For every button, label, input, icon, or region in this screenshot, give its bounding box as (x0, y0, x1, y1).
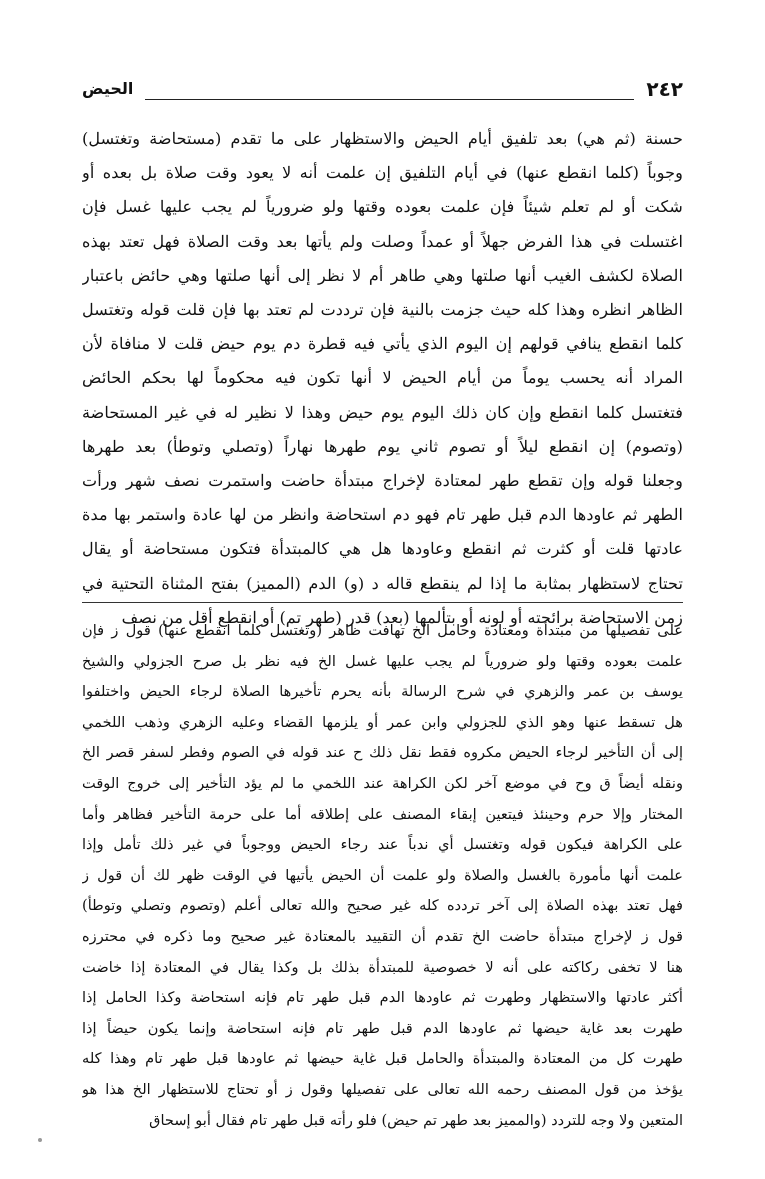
footnote-line: على الكراهة فيكون قوله وتغتسل أي ندباً عند رجاء الحيض ووجوباً في غير ذلك تأمل وإذا (82, 836, 683, 854)
footnote-line: هنا لا تخفى ركاكته على أنه لا خصوصية للمبتدأة بذلك بل وكذا يقال في المعتادة إذا خاضت (82, 958, 683, 976)
footnote-line: يؤخذ من قول المصنف رحمه الله تعالى على تفصيلها وقول ز أو تحتاج للاستظهار الخ هذا هو (82, 1080, 683, 1098)
main-text-line: فتغتسل كلما انقطع وإن كان ذلك اليوم يوم حيض وهذا لا نظير له في غير المستحاضة (82, 402, 683, 422)
main-text-line: شكت أو لم تعلم شيئاً فإن علمت بعوده وقتها ولو ضرورياً لم يجب عليها غسل فإن (82, 197, 683, 217)
main-text-line: حسنة (ثم هي) بعد تلفيق أيام الحيض والاستظهار على ما تقدم (مستحاضة وتغتسل) (82, 129, 683, 148)
footnote-line: إلى أن التأخير لرجاء الحيض مكروه فقط نقل ذلك ح عند قوله في الصوم وفطر لسفر قصر الخ (82, 744, 683, 762)
footnote-separator (82, 602, 683, 603)
footnote-line: قول ز لإخراج مبتدأة حاضت الخ تقدم أن التقييد بالمعتادة غير صحيح وما ذكره في محترزه (82, 927, 683, 945)
main-text-line: الظاهر انظره وهذا كله حيث جزمت بالنية فإن ترددت لم تعتد بها فإن قلت قوله وتغتسل (82, 300, 683, 320)
footnote-block (82, 616, 683, 1136)
main-text-line: المراد أنه يحسب يوماً من أيام الحيض لا أنها تكون فيه محكوماً لها بحكم الحائض (82, 368, 683, 388)
main-text-line: الصلاة لكشف الغيب أنها صلتها وهي طاهر أم لا نظر إلى أنها صلتها وهي حائض باعتبار (82, 265, 683, 285)
footnote-line: أكثر عادتها والاستظهار وطهرت ثم عاودها الدم قبل طهر تام فإنه استحاضة وكذا الحامل إذا (82, 989, 683, 1007)
main-text-line: الطهر ثم عاودها الدم قبل طهر تام فهو دم استحاضة وانظر من لها عادة واستمر بها مدة (82, 505, 683, 525)
footnote-line: فهل تعتد بهذه الصلاة إلى آخر تردده كله غير صحيح والله تعالى أعلم (وتصوم وتصلي وتوطأ) (82, 897, 683, 915)
footnote-line: المتعين ولا وجه للتردد (والمميز بعد طهر تم حيض) فلو رأته قبل طهر تام فقال أبو إسحاق (149, 1111, 683, 1129)
footnote-line: طهرت بعد غاية حيضها ثم عاودها الدم قبل طهر تام فإنه استحاضة وإنما يكون حيضاً إذا (82, 1019, 683, 1037)
main-text-line: زمن الاستحاضة برائحته أو لونه أو بتألمها (بعد) قدر (طهر تم) أو انقطع أقل من نصف (121, 607, 683, 627)
footnote-line: علمت أنها مأمورة بالغسل والصلاة ولو علمت أن الحيض يأتيها في الوقت ظهر لك أن قول ز (82, 866, 683, 884)
footnote-line: المختار وإلا حرم وحينئذ فيتعين إبقاء المصنف على إطلاقه أما على حرمة التأخير فظاهر وأما (82, 805, 683, 823)
header-rule (145, 98, 634, 100)
main-text-line: عادتها قلت أو كثرت ثم انقطع وعاودها هل هي كالمبتدأة فتكون مستحاضة أو يقال (82, 539, 683, 559)
main-text-line: وجعلنا قوله وإن تقطع طهر لمعتادة لإخراج مبتدأة حاضت واستمرت نصف شهر ورأت (82, 471, 683, 491)
margin-mark (38, 1138, 42, 1142)
chapter-title: الحيض (82, 79, 134, 98)
running-header (82, 74, 683, 104)
footnote-line: يوسف بن عمر والزهري في شرح الرسالة بأنه يحرم تأخيرها الصلاة لرجاء الحيض واختلفوا (82, 683, 683, 701)
main-text-line: تحتاج لاستظهار بمثابة ما إذا لم ينقطع قاله د (و) الدم (المميز) بفتح المثناة التحتية في (82, 573, 683, 593)
footnote-line: علمت بعوده وقتها ولو ضرورياً لم يجب عليها غسل الخ فيه نظر بل صرح الجزولي والشيخ (82, 652, 683, 670)
footnote-line: على تفصيلها من مبتدأة ومعتادة وحامل الخ تهافت ظاهر (وتغتسل كلما انقطع عنها) قول ز فإن (82, 622, 683, 639)
main-text-line: كلما انقطع ينافي قولهم إن اليوم الذي يأتي فيه قطرة دم يوم حيض قلت لا منافاة لأن (82, 334, 683, 354)
footnote-line: طهرت كل من المعتادة والمبتدأة والحامل قبل غاية حيضها ثم عاودها قبل طهر تام وهذا كله (82, 1050, 683, 1068)
main-text-line: (وتصوم) إن انقطع ليلاً أو تصوم ثاني يوم طهرها نهاراً (وتصلي وتوطأ) بعد طهرها (82, 436, 683, 456)
footnote-line: ونقله أيضاً ق وح في موضع آخر لكن الكراهة عند اللخمي ما لم يؤد التأخير إلى خروج الوقت (82, 774, 683, 792)
footnote-line: هل تسقط عنها وهو الذي للجزولي وابن عمر أو يلزمها القضاء وعليه الزهري وذهب اللخمي (82, 713, 683, 731)
main-text-block (82, 122, 683, 635)
main-text-line: وجوباً (كلما انقطع عنها) في أيام التلفيق إن علمت أنه لا يعود وقت صلاة بل بعده أو (82, 163, 683, 183)
page-number: ٢٤٢ (646, 77, 683, 101)
main-text-line: اغتسلت في هذا الفرض جهلاً أو عمداً وصلت ولم يأتها بعد وقت الصلاة فهل تعتد بهذه (82, 231, 683, 251)
